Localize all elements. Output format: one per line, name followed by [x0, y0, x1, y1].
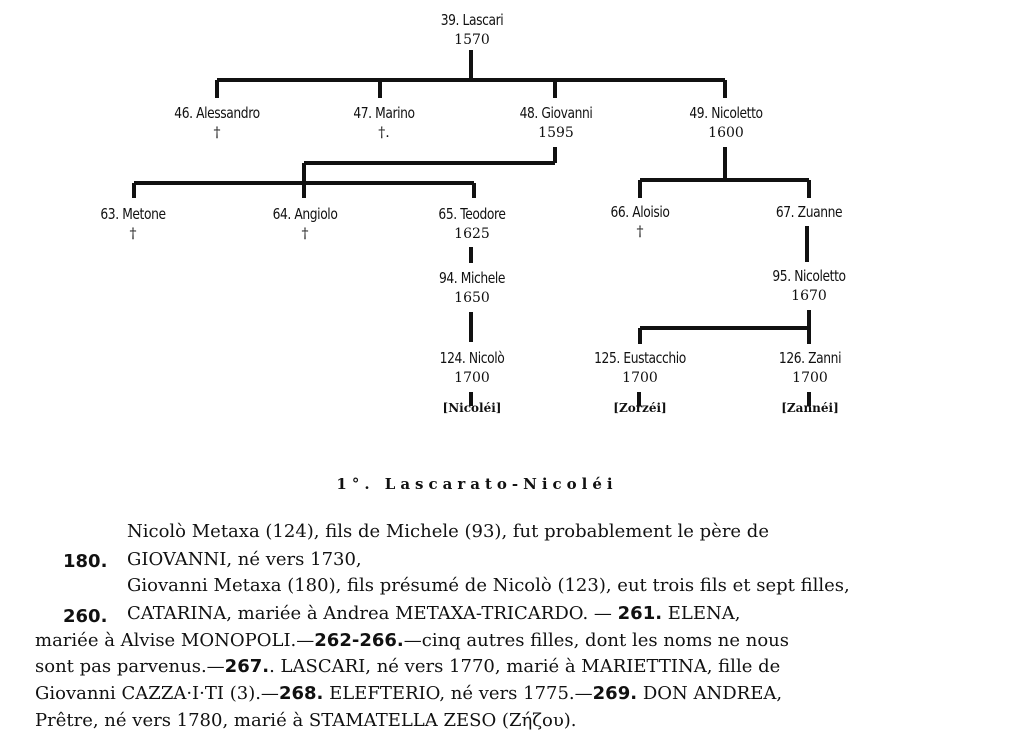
node-name: 48. Giovanni [519, 104, 593, 122]
node-125 [584, 350, 696, 414]
node-65 [431, 206, 513, 241]
entry-number: 268. [278, 683, 324, 704]
node-name: 94. Michele [438, 269, 506, 287]
deceased-mark: † [213, 125, 221, 141]
text-segment: sont pas parvenus.— [35, 656, 225, 677]
text-segment: ELEFTERIO, né vers 1775.— [329, 683, 593, 704]
entry-number: 269. [592, 683, 638, 704]
deceased-mark: † [301, 226, 309, 242]
node-year: 1595 [538, 125, 574, 141]
node-name: 46. Alessandro [174, 104, 260, 122]
text-line [35, 683, 782, 704]
entry-number: 260. [63, 606, 108, 627]
deceased-mark: †. [378, 125, 390, 141]
node-year: 1625 [454, 226, 490, 242]
node-name: 125. Eustacchio [594, 349, 686, 367]
node-49 [681, 105, 770, 140]
node-year: 1570 [454, 32, 490, 48]
node-67 [769, 204, 850, 220]
text-segment: mariée à Alvise MONOPOLI.— [35, 630, 315, 651]
text-segment: ELENA, [667, 603, 741, 624]
node-64 [265, 206, 344, 241]
deceased-mark: † [129, 226, 137, 242]
node-95 [764, 268, 853, 303]
node-126 [772, 350, 848, 414]
text-line: GIOVANNI, né vers 1730, [127, 549, 362, 570]
entry-number: 262-266. [314, 630, 404, 651]
node-94 [432, 270, 513, 305]
node-name: 49. Nicoletto [689, 104, 763, 122]
text-segment: LASCARI, né vers 1770, marié à MARIETTINA, fille de [280, 656, 781, 677]
node-46 [165, 105, 269, 140]
text-line [127, 603, 741, 624]
text-segment: —cinq autres filles, dont les noms ne nous [403, 630, 790, 651]
text-line: Prêtre, né vers 1780, marié à STAMATELLA ZESO (Ζήζου). [35, 710, 577, 731]
node-47 [347, 105, 422, 140]
node-name: 126. Zanni [778, 349, 842, 367]
node-name: 63. Metone [100, 205, 166, 223]
node-year: 1670 [791, 288, 827, 304]
text-line [35, 630, 789, 651]
node-name: 66. Aloisio [610, 203, 670, 221]
node-name: 65. Teodore [438, 205, 506, 223]
deceased-mark: † [636, 224, 644, 240]
node-39 [434, 12, 510, 47]
node-year: 1700 [792, 370, 828, 386]
node-year: 1700 [454, 370, 490, 386]
section-title: 1°. Lascarato-Nicoléi [336, 475, 618, 493]
entry-number: 180. [63, 551, 108, 572]
node-name: 47. Marino [353, 104, 415, 122]
text-line: Nicolò Metaxa (124), fils de Michele (93), fut probablement le père de [127, 521, 769, 542]
node-66 [604, 204, 676, 239]
text-line: Giovanni Metaxa (180), fils présumé de Nicolò (123), eut trois fils et sept filles, [127, 575, 850, 596]
node-name: 67. Zuanne [775, 203, 843, 221]
node-48 [512, 105, 601, 140]
branch-label: [Zannéi] [781, 401, 839, 415]
branch-label: [Nicoléi] [442, 401, 502, 415]
node-name: 124. Nicolò [439, 349, 505, 367]
node-year: 1650 [454, 290, 490, 306]
node-63 [93, 206, 173, 241]
node-124 [433, 350, 512, 414]
text-segment: CATARINA, mariée à Andrea METAXA-TRICARDO. — [127, 603, 612, 624]
text-line: sont pas parvenus.—267.. LASCARI, né vers 1770, marié à MARIETTINA, fille de [35, 656, 781, 677]
branch-label: [Zorzéi] [613, 401, 667, 415]
node-name: 39. Lascari [440, 11, 504, 29]
node-year: 1600 [708, 125, 744, 141]
text-segment: DON ANDREA, [642, 683, 783, 704]
node-year: 1700 [622, 370, 658, 386]
entry-number: 267. [224, 656, 270, 677]
entry-number: 261. [617, 603, 663, 624]
node-name: 95. Nicoletto [772, 267, 846, 285]
text-segment: Giovanni CAZZA·I·TI (3).— [35, 683, 279, 704]
node-name: 64. Angiolo [272, 205, 338, 223]
